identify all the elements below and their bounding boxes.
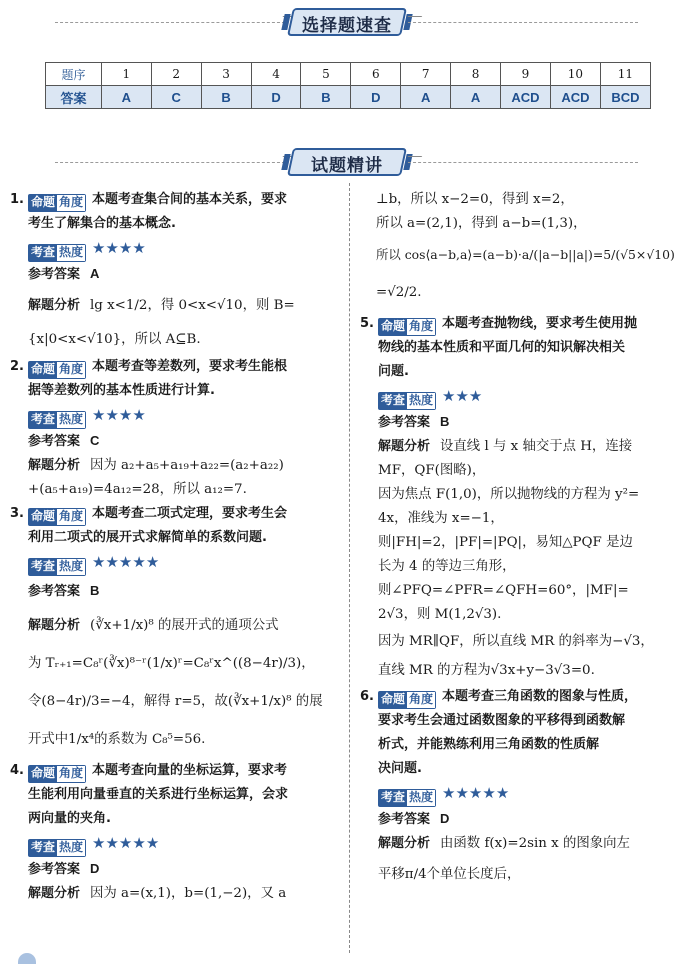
solution-text: 所以 a=(2,1)，得到 a−b=(1,3)， xyxy=(376,216,587,231)
banner-title: 选择题速查 xyxy=(302,16,392,36)
table-cell: ACD xyxy=(501,86,551,109)
banner-title: 试题精讲 xyxy=(311,156,383,176)
column-divider xyxy=(349,183,350,953)
banner-rule-right xyxy=(408,22,638,23)
solution-text: 则|FH|=2，|PF|=|PQ|，易知△PQF 是边 xyxy=(378,535,633,550)
question-1 xyxy=(10,188,346,355)
topic-tag: 命题 角度 xyxy=(28,361,86,379)
solution-text: (∛x+1/x)⁸ 的展开式的通项公式 xyxy=(90,618,279,633)
solution-text: 4x，准线为 x=−1， xyxy=(378,511,504,526)
difficulty-stars: ★★★★★ xyxy=(92,834,160,852)
answer-value: B xyxy=(440,414,450,429)
heat-tag: 考查 热度 xyxy=(28,411,86,429)
banner-rule-left xyxy=(55,22,285,23)
solution-text: 因为焦点 F(1,0)，所以抛物线的方程为 y²= xyxy=(378,487,640,502)
table-cell: 10 xyxy=(550,63,600,86)
solution-text: 直线 MR 的方程为√3x+y−3√3=0. xyxy=(378,663,595,678)
difficulty-stars: ★★★★ xyxy=(92,406,146,424)
answer-value: D xyxy=(440,811,450,826)
question-6 xyxy=(360,685,682,894)
question-intro: 问题. xyxy=(378,364,409,379)
question-intro: 本题考查三角函数的图象与性质， xyxy=(442,689,638,704)
question-number: 4. xyxy=(10,763,24,778)
banner-rule-left xyxy=(55,162,285,163)
question-intro: 利用二项式的展开式求解简单的系数问题. xyxy=(28,530,267,545)
analysis-label: 解题分析 xyxy=(28,886,81,901)
analysis-label: 解题分析 xyxy=(28,458,81,473)
answer-row xyxy=(46,86,651,109)
table-cell: A xyxy=(101,86,151,109)
solution-text: {x|0<x<√10}，所以 A⊆B. xyxy=(28,332,201,347)
difficulty-stars: ★★★ xyxy=(442,387,483,405)
question-intro: 本题考查等差数列，要求考生能根 xyxy=(92,359,288,374)
answer-label: 参考答案 xyxy=(378,812,431,827)
table-cell: 3 xyxy=(201,63,251,86)
analysis-label: 解题分析 xyxy=(378,836,431,851)
difficulty-stars: ★★★★ xyxy=(92,239,146,257)
answer-value: A xyxy=(90,266,100,281)
question-intro: 两向量的夹角. xyxy=(28,811,111,826)
heat-tag: 考查 热度 xyxy=(28,558,86,576)
banner-rule-right xyxy=(408,162,638,163)
table-cell: 4 xyxy=(251,63,301,86)
table-cell: 7 xyxy=(401,63,451,86)
answer-label: 参考答案 xyxy=(378,415,431,430)
solution-text: lg x<1/2，得 0<x<√10，则 B= xyxy=(90,298,295,313)
topic-tag: 命题 角度 xyxy=(28,765,86,783)
solution-text: 所以 cos⟨a−b,a⟩=(a−b)·a/(|a−b||a|)=5/(√5×√10) xyxy=(376,247,675,262)
question-number: 2. xyxy=(10,359,24,374)
table-cell: A xyxy=(451,86,501,109)
answer-value: C xyxy=(90,433,100,448)
table-cell: C xyxy=(151,86,201,109)
question-2 xyxy=(10,355,346,502)
solution-text: 由函数 f(x)=2sin x 的图象向左 xyxy=(440,836,630,851)
question-number: 5. xyxy=(360,316,374,331)
solution-text: 设直线 l 与 x 轴交于点 H，连接 xyxy=(440,439,633,454)
table-cell: ACD xyxy=(550,86,600,109)
answer-label: 参考答案 xyxy=(28,584,81,599)
solution-text: 为 Tᵣ₊₁=C₈ʳ(∛x)⁸⁻ʳ(1/x)ʳ=C₈ʳx^((8−4r)/3)， xyxy=(28,656,315,671)
solution-text: 因为 a=(x,1)，b=(1,−2)，又 a xyxy=(90,886,287,901)
table-cell: 8 xyxy=(451,63,501,86)
question-intro: 据等差数列的基本性质进行计算. xyxy=(28,383,215,398)
answer-label: 参考答案 xyxy=(28,267,81,282)
page-tab-marker xyxy=(18,953,36,964)
topic-tag: 命题 角度 xyxy=(28,508,86,526)
table-cell: D xyxy=(251,86,301,109)
answer-value: D xyxy=(90,861,100,876)
solution-text: 平移π/4个单位长度后， xyxy=(378,867,521,882)
topic-tag: 命题 角度 xyxy=(28,194,86,212)
solution-text: 开式中1/x⁴的系数为 C₈⁵=56. xyxy=(28,732,206,747)
table-cell: 6 xyxy=(351,63,401,86)
solution-text: 因为 a₂+a₅+a₁₉+a₂₂=(a₂+a₂₂) xyxy=(90,458,284,473)
row-header-answer: 答案 xyxy=(46,86,102,109)
difficulty-stars: ★★★★★ xyxy=(92,553,160,571)
heat-tag: 考查 热度 xyxy=(378,392,436,410)
solution-text: 长为 4 的等边三角形， xyxy=(378,559,516,574)
table-cell: 9 xyxy=(501,63,551,86)
question-4 xyxy=(10,759,346,906)
topic-tag: 命题 角度 xyxy=(378,691,436,709)
question-number-row xyxy=(46,63,651,86)
answer-table xyxy=(45,62,651,109)
heat-tag: 考查 热度 xyxy=(378,789,436,807)
question-intro: 物线的基本性质和平面几何的知识解决相关 xyxy=(378,340,626,355)
table-cell: A xyxy=(401,86,451,109)
question-number: 1. xyxy=(10,192,24,207)
solution-text: 令(8−4r)/3=−4，解得 r=5，故(∛x+1/x)⁸ 的展 xyxy=(28,694,323,709)
row-header-number: 题序 xyxy=(46,63,102,86)
table-cell: B xyxy=(201,86,251,109)
solution-text: ⊥b，所以 x−2=0，得到 x=2， xyxy=(376,192,574,207)
table-cell: D xyxy=(351,86,401,109)
question-number: 6. xyxy=(360,689,374,704)
question-4-continued xyxy=(360,188,682,312)
question-intro: 本题考查向量的坐标运算，要求考 xyxy=(92,763,288,778)
solution-text: MF，QF(图略)， xyxy=(378,463,486,478)
analysis-label: 解题分析 xyxy=(378,439,431,454)
question-intro: 要求考生会通过函数图象的平移得到函数解 xyxy=(378,713,626,728)
analysis-label: 解题分析 xyxy=(28,618,81,633)
answer-label: 参考答案 xyxy=(28,434,81,449)
right-column xyxy=(360,188,682,894)
table-cell: 11 xyxy=(600,63,650,86)
question-intro: 本题考查抛物线，要求考生使用抛 xyxy=(442,316,638,331)
solution-text: 因为 MR∥QF，所以直线 MR 的斜率为−√3， xyxy=(378,634,654,649)
table-cell: BCD xyxy=(600,86,650,109)
table-cell: 2 xyxy=(151,63,201,86)
question-5 xyxy=(360,312,682,685)
question-intro: 考生了解集合的基本概念. xyxy=(28,216,176,231)
question-intro: 本题考查二项式定理，要求考生会 xyxy=(92,506,288,521)
question-intro: 析式，并能熟练利用三角函数的性质解 xyxy=(378,737,600,752)
left-column xyxy=(10,188,346,906)
question-intro: 生能利用向量垂直的关系进行坐标运算，会求 xyxy=(28,787,289,802)
solution-text: +(a₅+a₁₉)=4a₁₂=28，所以 a₁₂=7. xyxy=(28,482,247,497)
question-number: 3. xyxy=(10,506,24,521)
table-cell: 1 xyxy=(101,63,151,86)
question-intro: 本题考查集合间的基本关系，要求 xyxy=(92,192,288,207)
solution-text: =√2/2. xyxy=(376,285,422,300)
question-3 xyxy=(10,502,346,759)
heat-tag: 考查 热度 xyxy=(28,244,86,262)
topic-tag: 命题 角度 xyxy=(378,318,436,336)
section-banner-quick-check xyxy=(0,2,692,38)
answer-value: B xyxy=(90,583,100,598)
analysis-label: 解题分析 xyxy=(28,298,81,313)
section-banner-explanations xyxy=(0,142,692,178)
heat-tag: 考查 热度 xyxy=(28,839,86,857)
table-cell: B xyxy=(301,86,351,109)
difficulty-stars: ★★★★★ xyxy=(442,784,510,802)
question-intro: 决问题. xyxy=(378,761,422,776)
answer-label: 参考答案 xyxy=(28,862,81,877)
solution-text: 2√3，则 M(1,2√3). xyxy=(378,607,502,622)
table-cell: 5 xyxy=(301,63,351,86)
solution-text: 则∠PFQ=∠PFR=∠QFH=60°，|MF|= xyxy=(378,583,629,598)
